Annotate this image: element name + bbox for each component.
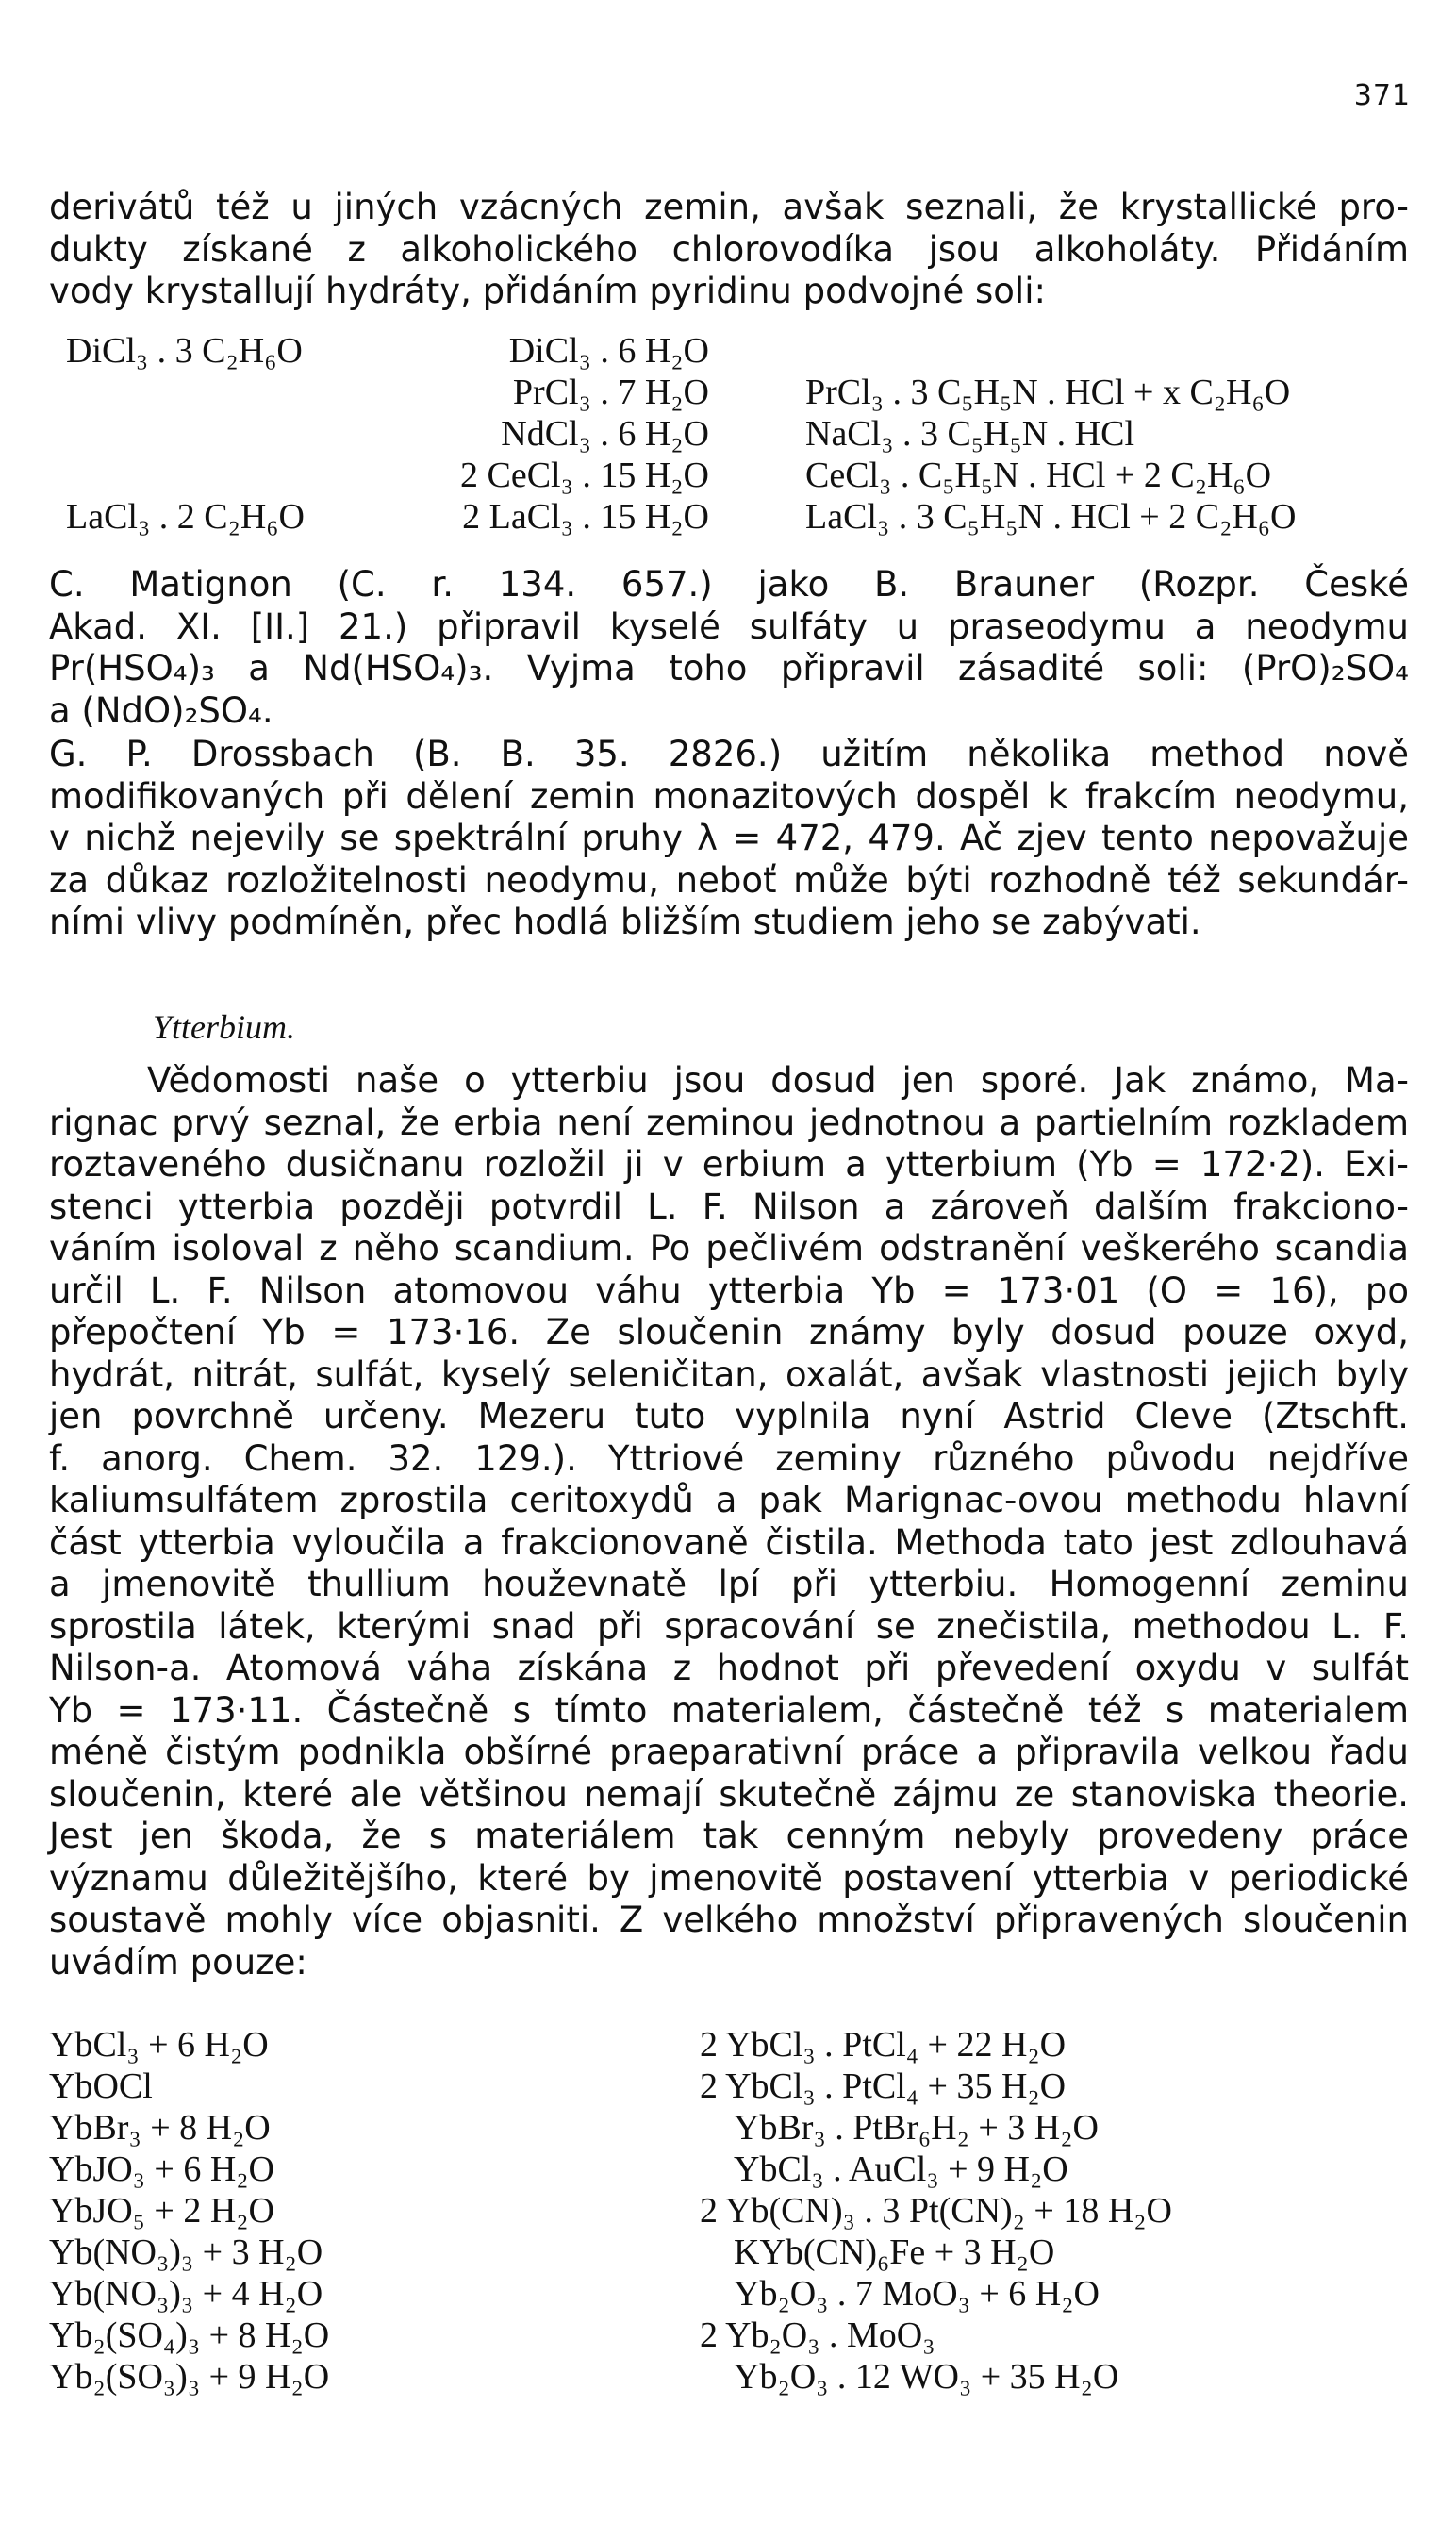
formula: Yb₂O₃ . 12 WO₃ + 35 H₂O: [734, 2357, 1119, 2397]
formula: PrCl₃ . 3 C₅H₅N . HCl + x C₂H₆O: [805, 373, 1291, 412]
text-line: soustavě mohly více objasniti. Z velkého množství připravených sloučenin: [49, 1900, 1409, 1940]
intro-paragraph: [49, 187, 1409, 313]
formula: 2 Yb₂O₃ . MoO₃: [700, 2315, 935, 2355]
text-line: méně čistým podnikla obšírné praeparativní práce a připravila velkou řadu: [49, 1732, 1409, 1772]
formula: Yb(NO₃)₃ + 3 H₂O: [49, 2232, 323, 2272]
formula: PrCl₃ . 7 H₂O: [512, 373, 709, 412]
text-line: roztaveného dusičnanu rozložil ji v erbium a ytterbium (Yb = 172·2). Exi-: [49, 1144, 1409, 1185]
text-line: váním isoloval z něho scandium. Po pečlivém odstranění veškerého scandia: [49, 1228, 1409, 1269]
drossbach-paragraph: [49, 734, 1409, 944]
text-line: vody krystallují hydráty, přidáním pyridinu podvojné soli:: [49, 271, 1046, 311]
formula: 2 Yb(CN)₃ . 3 Pt(CN)₂ + 18 H₂O: [700, 2191, 1172, 2231]
text-line: Jest jen škoda, že s materiálem tak cenným nebyly provedeny práce: [49, 1816, 1409, 1856]
matignon-paragraph: [49, 564, 1409, 732]
formula: Yb₂O₃ . 7 MoO₃ + 6 H₂O: [734, 2274, 1100, 2314]
text-line: sloučenin, které ale většinou nemají skutečně zájmu ze stanoviska theorie.: [49, 1773, 1409, 1815]
text-line: modifikovaných při dělení zemin monazitových dospěl k frakcím neodymu,: [49, 775, 1409, 817]
text-line: hydrát, nitrát, sulfát, kyselý seleničitan, oxalát, avšak vlastnosti jejich byly: [49, 1353, 1409, 1395]
formula: YbJO₅ + 2 H₂O: [49, 2191, 274, 2231]
formula: NdCl₃ . 6 H₂O: [501, 414, 709, 454]
formula: CeCl₃ . C₅H₅N . HCl + 2 C₂H₆O: [805, 456, 1272, 495]
text-line: ními vlivy podmíněn, přec hodlá bližším studiem jeho se zabývati.: [49, 902, 1201, 942]
formula: YbBr₃ + 8 H₂O: [49, 2108, 271, 2148]
text-line: významu důležitějšího, které by jmenovitě postavení ytterbia v periodické: [49, 1857, 1409, 1899]
text-line: a jmenovitě thullium houževnatě lpí při ytterbiu. Homogenní zeminu: [49, 1564, 1409, 1604]
formula: 2 LaCl₃ . 15 H₂O: [462, 497, 709, 537]
text-line: Yb = 173·11. Částečně s tímto materialem, částečně též s materialem: [49, 1689, 1409, 1731]
text-line: Vědomosti naše o ytterbiu jsou dosud jen sporé. Jak známo, Ma-: [147, 1060, 1409, 1101]
text-line: C. Matignon (C. r. 134. 657.) jako B. Brauner (Rozpr. České: [49, 564, 1409, 605]
formula: DiCl₃ . 3 C₂H₆O: [66, 331, 303, 371]
formula: DiCl₃ . 6 H₂O: [508, 331, 709, 371]
text-line: rignac prvý seznal, že erbia není zeminou jednotnou a partielním rozkladem: [49, 1102, 1409, 1143]
formula: YbBr₃ . PtBr₆H₂ + 3 H₂O: [734, 2108, 1099, 2148]
formula: Yb(NO₃)₃ + 4 H₂O: [49, 2274, 323, 2314]
formula: 2 YbCl₃ . PtCl₄ + 35 H₂O: [700, 2066, 1067, 2106]
formula: Yb₂(SO₄)₃ + 8 H₂O: [49, 2315, 330, 2355]
formula: LaCl₃ . 2 C₂H₆O: [66, 497, 305, 537]
formula: 2 CeCl₃ . 15 H₂O: [460, 456, 709, 495]
text-line: uvádím pouze:: [49, 1941, 307, 1983]
text-line: přepočtení Yb = 173·16. Ze sloučenin známy byly dosud pouze oxyd,: [49, 1312, 1409, 1352]
text-line: určil L. F. Nilson atomovou váhu ytterbia Yb = 173·01 (O = 16), po: [49, 1270, 1409, 1311]
text-line: jen povrchně určeny. Mezeru tuto vyplnila nyní Astrid Cleve (Ztschft.: [49, 1396, 1409, 1436]
text-line: dukty získané z alkoholického chlorovodíka jsou alkoholáty. Přidáním: [49, 228, 1409, 270]
text-line: f. anorg. Chem. 32. 129.). Yttriové zeminy různého původu nejdříve: [49, 1437, 1409, 1479]
formula: NaCl₃ . 3 C₅H₅N . HCl: [805, 414, 1135, 454]
text-line: Akad. XI. [II.] 21.) připravil kyselé sulfáty u praseodymu a neodymu: [49, 606, 1409, 647]
page-number: 371: [1353, 79, 1411, 112]
formula: Yb₂(SO₃)₃ + 9 H₂O: [49, 2357, 330, 2397]
section-heading: Ytterbium.: [153, 1008, 296, 1046]
formula: YbCl₃ . AuCl₃ + 9 H₂O: [734, 2149, 1068, 2189]
formula: YbJO₃ + 6 H₂O: [49, 2149, 274, 2189]
ytterbium-paragraph: [49, 1060, 1409, 1983]
text-line: za důkaz rozložitelnosti neodymu, neboť může býti rozhodně též sekundár-: [49, 859, 1409, 901]
formula: KYb(CN)₆Fe + 3 H₂O: [734, 2232, 1055, 2272]
text-line: G. P. Drossbach (B. B. 35. 2826.) užitím několika method nově: [49, 734, 1409, 774]
text-line: stenci ytterbia později potvrdil L. F. Nilson a zároveň dalším frakciono-: [49, 1186, 1409, 1227]
text-line: Pr(HSO₄)₃ a Nd(HSO₄)₃. Vyjma toho připravil zásadité soli: (PrO)₂SO₄: [49, 648, 1409, 689]
formula: LaCl₃ . 3 C₅H₅N . HCl + 2 C₂H₆O: [805, 497, 1297, 537]
formula: 2 YbCl₃ . PtCl₄ + 22 H₂O: [700, 2025, 1067, 2065]
text-line: derivátů též u jiných vzácných zemin, avšak seznali, že krystallické pro-: [49, 187, 1409, 227]
formula: YbOCl: [49, 2066, 153, 2106]
text-line: a (NdO)₂SO₄.: [49, 689, 273, 731]
text-line: kaliumsulfátem zprostila ceritoxydů a pak Marignac-ovou methodu hlavní: [49, 1480, 1409, 1520]
text-line: v nichž nejevily se spektrální pruhy λ = 472, 479. Ač zjev tento nepovažuje: [49, 818, 1409, 858]
text-line: část ytterbia vyloučila a frakcionovaně čistila. Methoda tato jest zdlouhavá: [49, 1521, 1409, 1563]
text-line: sprostila látek, kterými snad při spracování se znečistila, methodou L. F.: [49, 1605, 1409, 1647]
formula: YbCl₃ + 6 H₂O: [49, 2025, 269, 2065]
text-line: Nilson-a. Atomová váha získána z hodnot při převedení oxydu v sulfát: [49, 1648, 1409, 1688]
